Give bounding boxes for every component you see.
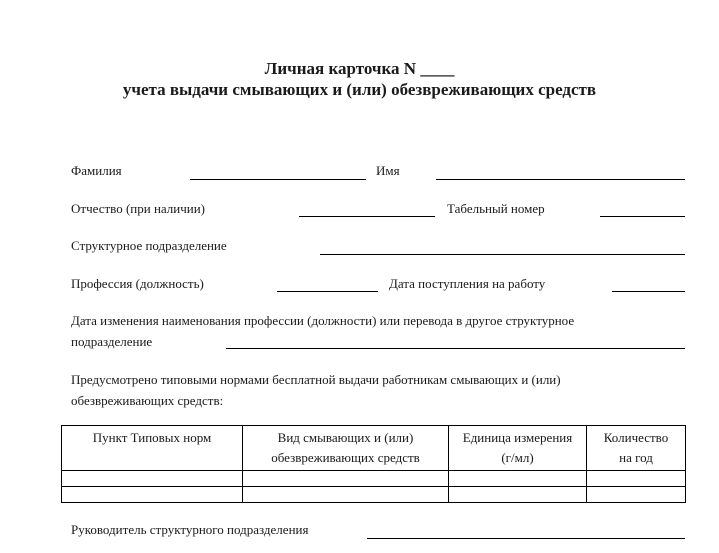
header-norm-item-line1: Пункт Типовых норм <box>92 430 212 445</box>
personnel-number-label: Табельный номер <box>447 201 545 216</box>
name-label: Имя <box>376 163 400 178</box>
patronymic-field[interactable] <box>299 216 435 217</box>
table-cell[interactable] <box>243 471 449 487</box>
profession-label: Профессия (должность) <box>71 276 204 291</box>
header-unit <box>449 426 587 471</box>
header-substance-type-line1: Вид смывающих и (или) <box>277 430 414 445</box>
change-date-label-line2: подразделение <box>71 334 153 349</box>
head-of-department-label: Руководитель структурного подразделения <box>71 522 309 537</box>
header-norm-item <box>62 426 243 471</box>
table-cell[interactable] <box>62 471 243 487</box>
profession-field[interactable] <box>277 291 378 292</box>
table-row <box>62 471 686 487</box>
table-cell[interactable] <box>243 487 449 503</box>
table-cell[interactable] <box>587 487 686 503</box>
surname-field[interactable] <box>190 179 366 180</box>
table-row <box>62 487 686 503</box>
table-cell[interactable] <box>449 487 587 503</box>
norms-table <box>61 425 686 503</box>
hire-date-label: Дата поступления на работу <box>389 276 546 291</box>
norms-intro-line1: Предусмотрено типовыми нормами бесплатной выдачи работникам смывающих и (или) <box>71 372 561 387</box>
norms-intro-line2: обезвреживающих средств: <box>71 393 224 408</box>
header-unit-line2: (г/мл) <box>501 450 534 465</box>
header-quantity-line1: Количество <box>603 430 669 445</box>
card-title-line1: Личная карточка N ____ <box>264 59 455 78</box>
department-field[interactable] <box>320 254 685 255</box>
table-cell[interactable] <box>449 471 587 487</box>
table-header-row <box>62 426 686 471</box>
patronymic-label: Отчество (при наличии) <box>71 201 206 216</box>
header-quantity-line2: на год <box>619 450 653 465</box>
header-unit-line1: Единица измерения <box>462 430 573 445</box>
surname-label: Фамилия <box>71 163 122 178</box>
card-title-line2: учета выдачи смывающих и (или) обезвреживающих средств <box>122 80 597 99</box>
hire-date-field[interactable] <box>612 291 685 292</box>
header-substance-type <box>243 426 449 471</box>
header-quantity <box>587 426 686 471</box>
name-field[interactable] <box>436 179 685 180</box>
change-date-label-line1: Дата изменения наименования профессии (должности) или перевода в другое структурное <box>71 313 575 328</box>
change-date-field[interactable] <box>226 348 685 349</box>
header-substance-type-line2: обезвреживающих средств <box>271 450 420 465</box>
personnel-number-field[interactable] <box>600 216 685 217</box>
department-label: Структурное подразделение <box>71 238 227 253</box>
table-cell[interactable] <box>587 471 686 487</box>
head-of-department-field[interactable] <box>367 538 685 539</box>
table-cell[interactable] <box>62 487 243 503</box>
